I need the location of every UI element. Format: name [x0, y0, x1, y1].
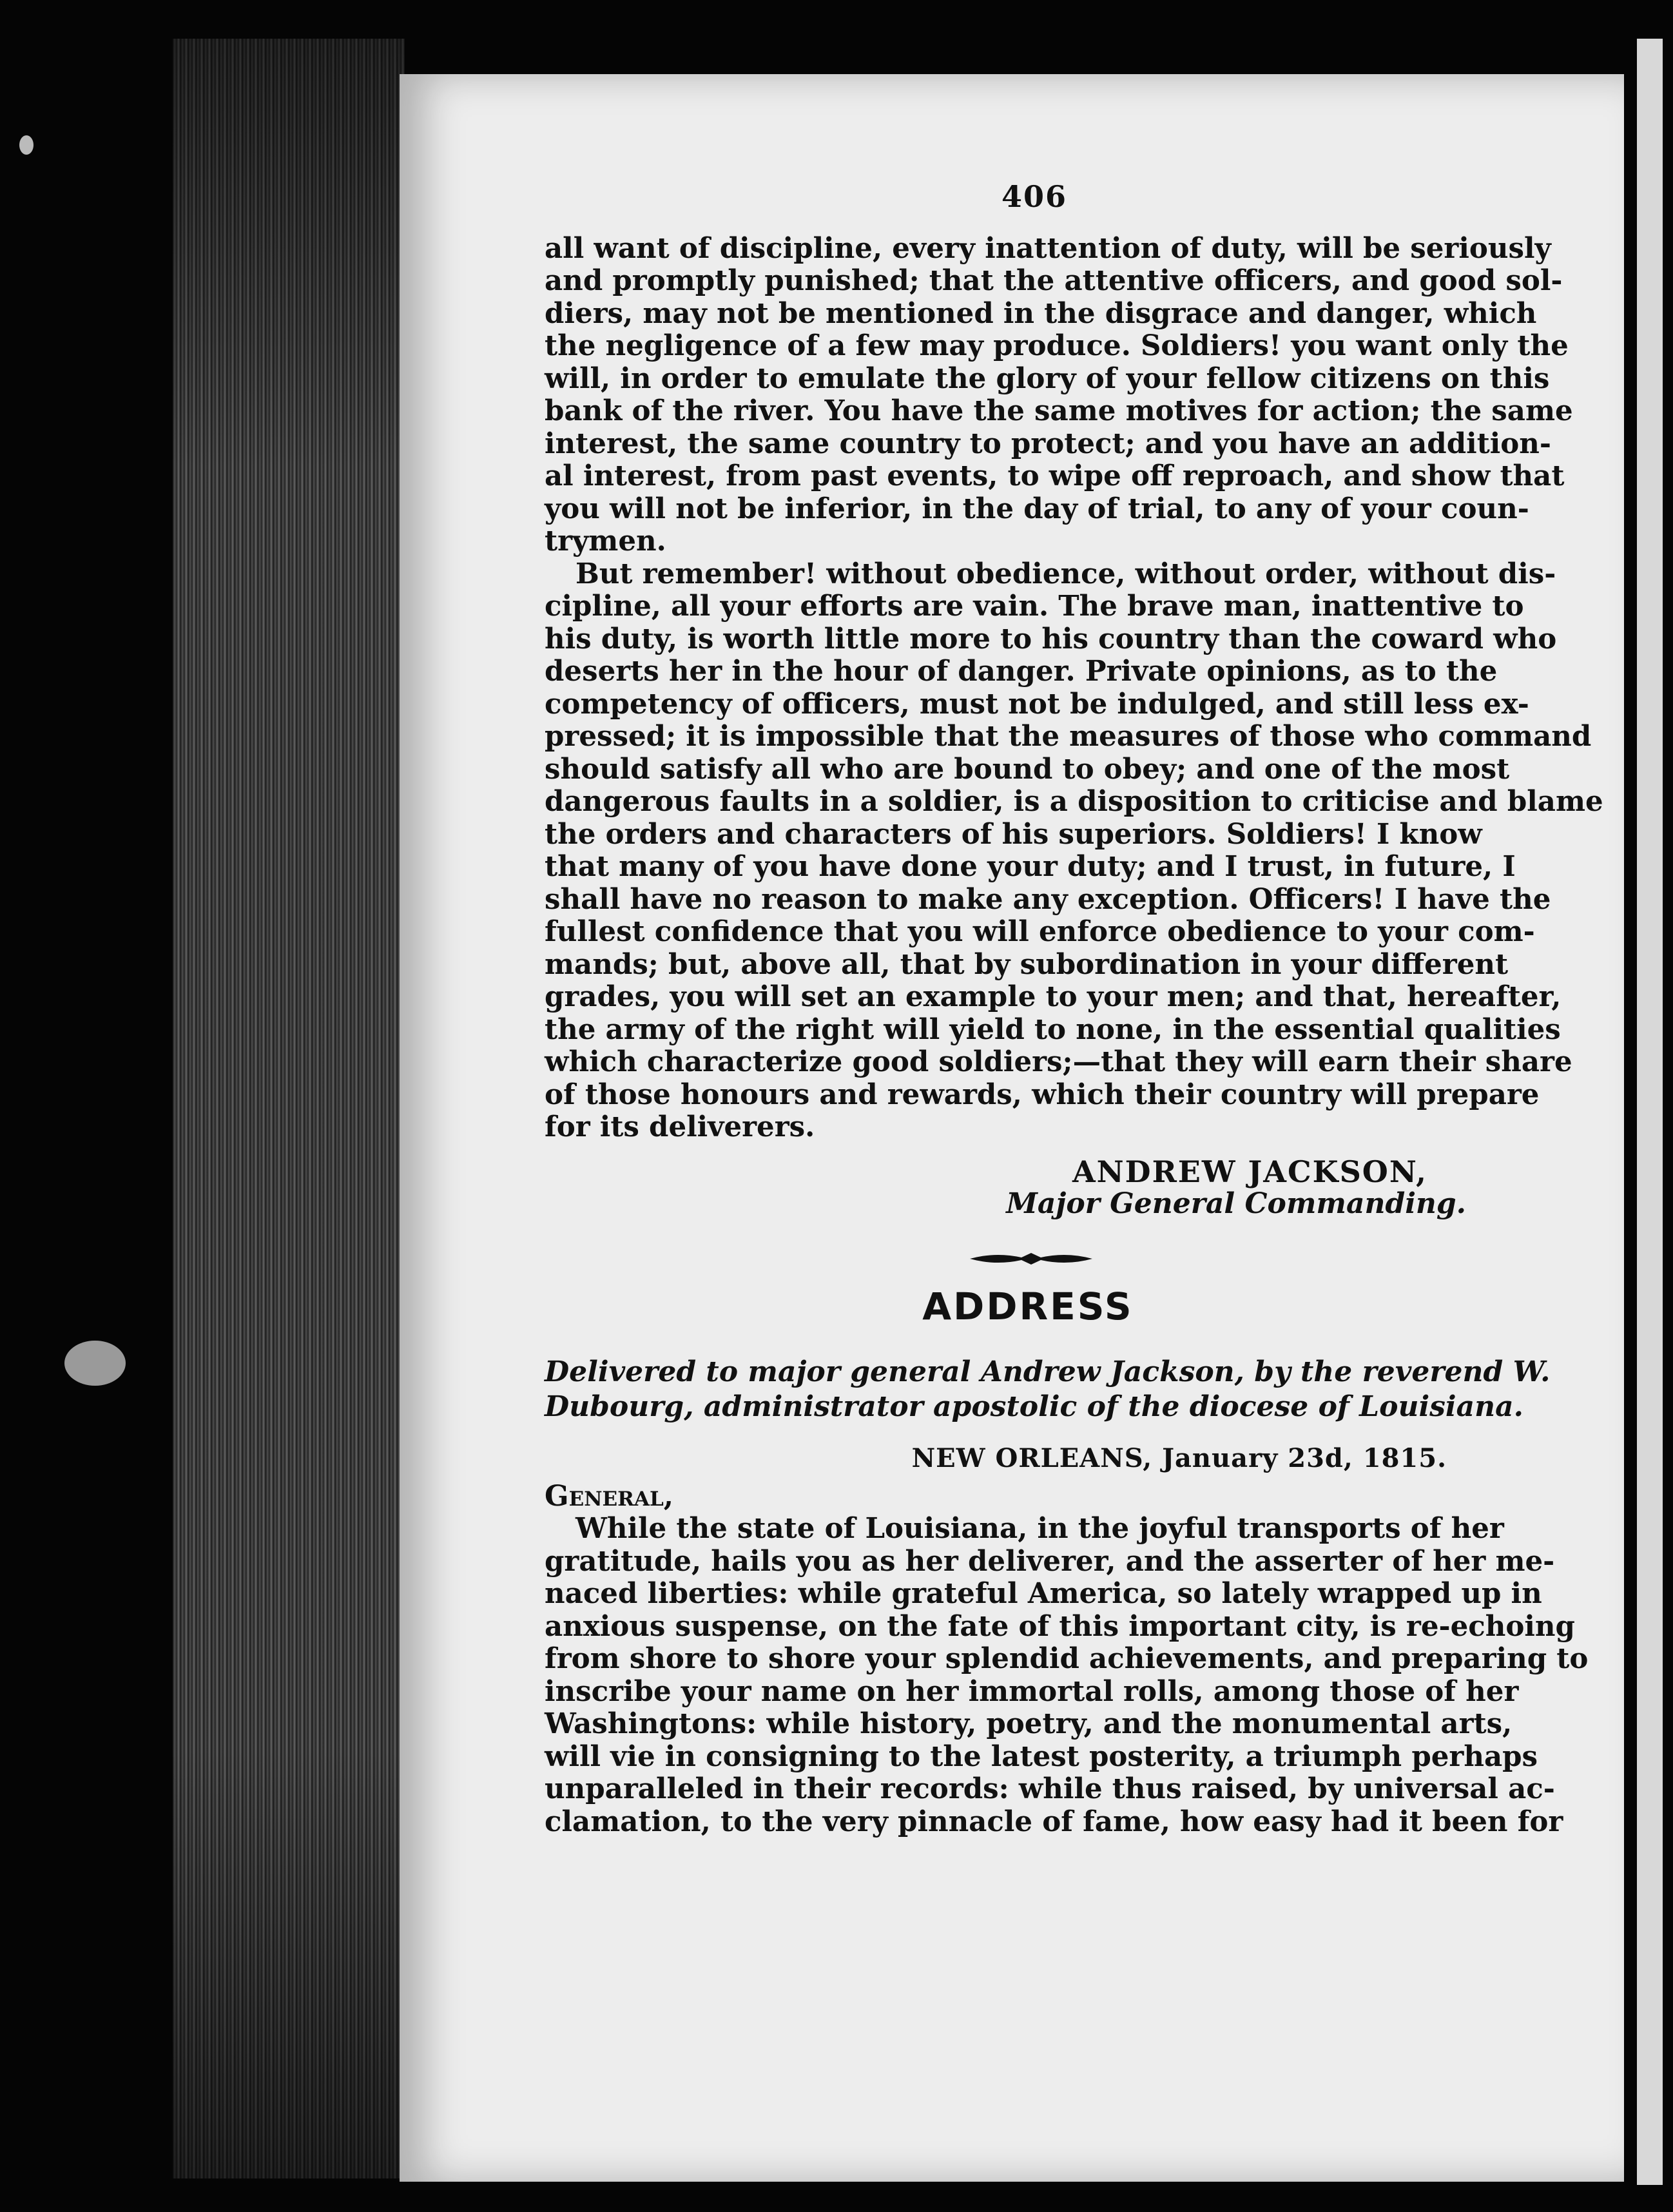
signature-title: Major General Commanding. — [1006, 1187, 1466, 1220]
text-line: Washingtons: while history, poetry, and the monumental arts, — [545, 1707, 1513, 1740]
text-line: trymen. — [545, 525, 666, 558]
paper-blemish — [64, 1341, 126, 1386]
text-line: competency of officers, must not be indulged, and still less ex- — [545, 687, 1529, 721]
text-line: diers, may not be mentioned in the disgrace and danger, which — [545, 296, 1537, 330]
text-line: al interest, from past events, to wipe off reproach, and show that — [545, 460, 1565, 492]
text-line: that many of you have done your duty; and I trust, in future, I — [545, 850, 1516, 883]
text-line: clamation, to the very pinnacle of fame, how easy had it been for — [545, 1805, 1563, 1838]
text-line: will, in order to emulate the glory of your fellow citizens on this — [545, 362, 1550, 395]
paper-blemish — [19, 135, 34, 155]
text-line: naced liberties: while grateful America, so lately wrapped up in — [545, 1577, 1542, 1610]
address-heading: ADDRESS — [922, 1284, 1134, 1328]
text-line: and promptly punished; that the attentive officers, and good sol- — [545, 264, 1563, 297]
text-line: will vie in consigning to the latest posterity, a triumph perhaps — [545, 1740, 1538, 1773]
text-line: the army of the right will yield to none, in the essential qualities — [545, 1013, 1561, 1046]
text-line: While the state of Louisiana, in the joyful transports of her — [575, 1512, 1504, 1545]
salutation: General, — [545, 1479, 674, 1513]
paragraph-2 — [545, 557, 1603, 1144]
text-line: pressed; it is impossible that the measures of those who command — [545, 720, 1592, 753]
page-number: 406 — [1001, 179, 1068, 214]
signature-name: ANDREW JACKSON, — [1072, 1154, 1427, 1189]
text-line: inscribe your name on her immortal rolls, among those of her — [545, 1674, 1519, 1708]
text-line: interest, the same country to protect; and you have an addition- — [545, 427, 1551, 460]
text-line: dangerous faults in a soldier, is a disposition to criticise and blame — [545, 785, 1603, 818]
text-line: fullest confidence that you will enforce obedience to your com- — [545, 915, 1535, 948]
text-line: But remember! without obedience, without order, without dis- — [575, 557, 1556, 590]
text-line: cipline, all your efforts are vain. The brave man, inattentive to — [545, 590, 1524, 623]
text-line: the orders and characters of his superiors. Soldiers! I know — [545, 817, 1482, 851]
paragraph-1 — [545, 231, 1573, 558]
text-line: from shore to shore your splendid achievements, and preparing to — [545, 1642, 1589, 1675]
text-line: which characterize good soldiers;—that they will earn their share — [545, 1045, 1572, 1078]
address-subheading-line-2: Dubourg, administrator apostolic of the diocese of Louisiana. — [545, 1390, 1523, 1423]
text-line: mands; but, above all, that by subordination in your different — [545, 947, 1509, 981]
text-line: gratitude, hails you as her deliverer, and the asserter of her me- — [545, 1544, 1555, 1578]
page-content — [545, 179, 1603, 1838]
text-line: you will not be inferior, in the day of trial, to any of your coun- — [545, 492, 1529, 525]
text-line: shall have no reason to make any exception. Officers! I have the — [545, 882, 1551, 916]
dateline: NEW ORLEANS, January 23d, 1815. — [911, 1443, 1447, 1473]
text-line: anxious suspense, on the fate of this important city, is re-echoing — [545, 1609, 1575, 1643]
text-line: should satisfy all who are bound to obey; and one of the most — [545, 752, 1510, 786]
facing-page-edge — [1637, 39, 1663, 2185]
text-line: bank of the river. You have the same motives for action; the same — [545, 394, 1573, 427]
address-subheading-line-1: Delivered to major general Andrew Jackson, by the reverend W. — [545, 1355, 1551, 1388]
text-line: of those honours and rewards, which their country will prepare — [545, 1078, 1540, 1111]
text-line: for its deliverers. — [545, 1111, 815, 1143]
address-body — [545, 1512, 1589, 1838]
text-line: his duty, is worth little more to his country than the coward who — [545, 622, 1557, 655]
text-line: deserts her in the hour of danger. Private opinions, as to the — [545, 655, 1498, 688]
text-line: all want of discipline, every inattention of duty, will be seriously — [545, 231, 1551, 265]
book-fore-edge — [173, 39, 405, 2178]
ornament-divider — [596, 1249, 1466, 1268]
text-line: grades, you will set an example to your men; and that, hereafter, — [545, 980, 1562, 1013]
text-line: unparalleled in their records: while thus raised, by universal ac- — [545, 1772, 1555, 1805]
text-line: the negligence of a few may produce. Soldiers! you want only the — [545, 329, 1569, 362]
